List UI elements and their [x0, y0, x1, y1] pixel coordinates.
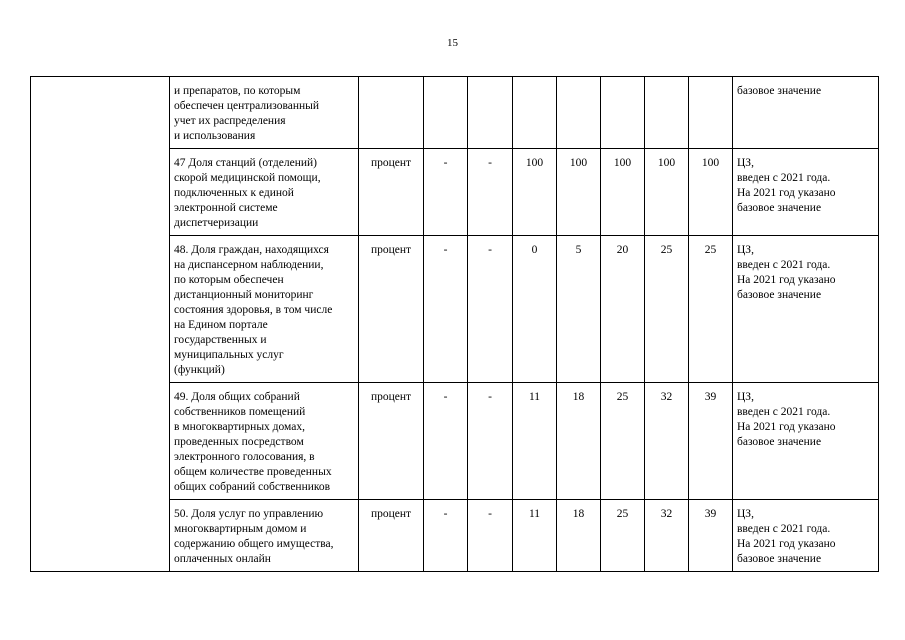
- value-cell: 25: [601, 383, 645, 500]
- value-cell: -: [424, 236, 468, 383]
- value-cell: -: [468, 236, 513, 383]
- value-cell: 25: [601, 500, 645, 572]
- note-cell: ЦЗ, введен с 2021 года. На 2021 год указано базовое значение: [733, 149, 879, 236]
- value-cell: 18: [557, 383, 601, 500]
- table-row: [31, 77, 879, 149]
- unit-cell: процент: [359, 236, 424, 383]
- value-cell: -: [468, 149, 513, 236]
- unit-cell: процент: [359, 500, 424, 572]
- value-cell: -: [468, 383, 513, 500]
- value-cell: 39: [689, 383, 733, 500]
- indicator-cell: и препаратов, по которым обеспечен централизованный учет их распределения и использования: [170, 77, 359, 149]
- value-cell: [468, 77, 513, 149]
- value-cell: 0: [513, 236, 557, 383]
- value-cell: [645, 77, 689, 149]
- indicator-cell: 50. Доля услуг по управлению многоквартирным домом и содержанию общего имущества, оплаченных онлайн: [170, 500, 359, 572]
- value-cell: [601, 77, 645, 149]
- value-cell: -: [468, 500, 513, 572]
- note-cell: ЦЗ, введен с 2021 года. На 2021 год указано базовое значение: [733, 236, 879, 383]
- note-cell: ЦЗ, введен с 2021 года. На 2021 год указано базовое значение: [733, 383, 879, 500]
- value-cell: 5: [557, 236, 601, 383]
- value-cell: 11: [513, 383, 557, 500]
- value-cell: 100: [513, 149, 557, 236]
- value-cell: 20: [601, 236, 645, 383]
- value-cell: 11: [513, 500, 557, 572]
- value-cell: 32: [645, 383, 689, 500]
- value-cell: 39: [689, 500, 733, 572]
- empty-left-column: [31, 77, 170, 572]
- unit-cell: процент: [359, 149, 424, 236]
- value-cell: [424, 77, 468, 149]
- value-cell: -: [424, 500, 468, 572]
- value-cell: 25: [689, 236, 733, 383]
- value-cell: -: [424, 149, 468, 236]
- value-cell: -: [424, 383, 468, 500]
- indicator-cell: 47 Доля станций (отделений) скорой медицинской помощи, подключенных к единой электронной системе диспетчеризации: [170, 149, 359, 236]
- indicators-table: [30, 76, 879, 572]
- value-cell: [557, 77, 601, 149]
- indicator-cell: 49. Доля общих собраний собственников помещений в многоквартирных домах, проведенных посредством электронного голосования, в общем количестве проведенных общих собраний собственников: [170, 383, 359, 500]
- unit-cell: процент: [359, 383, 424, 500]
- note-cell: базовое значение: [733, 77, 879, 149]
- value-cell: 100: [601, 149, 645, 236]
- value-cell: 18: [557, 500, 601, 572]
- page-number: 15: [447, 37, 458, 49]
- value-cell: 32: [645, 500, 689, 572]
- note-cell: ЦЗ, введен с 2021 года. На 2021 год указано базовое значение: [733, 500, 879, 572]
- value-cell: 25: [645, 236, 689, 383]
- indicator-cell: 48. Доля граждан, находящихся на диспансерном наблюдении, по которым обеспечен дистанционный мониторинг состояния здоровья, в том числе на Едином портале государственных и муниципальных услуг (функций): [170, 236, 359, 383]
- value-cell: [689, 77, 733, 149]
- unit-cell: [359, 77, 424, 149]
- value-cell: [513, 77, 557, 149]
- value-cell: 100: [557, 149, 601, 236]
- value-cell: 100: [689, 149, 733, 236]
- value-cell: 100: [645, 149, 689, 236]
